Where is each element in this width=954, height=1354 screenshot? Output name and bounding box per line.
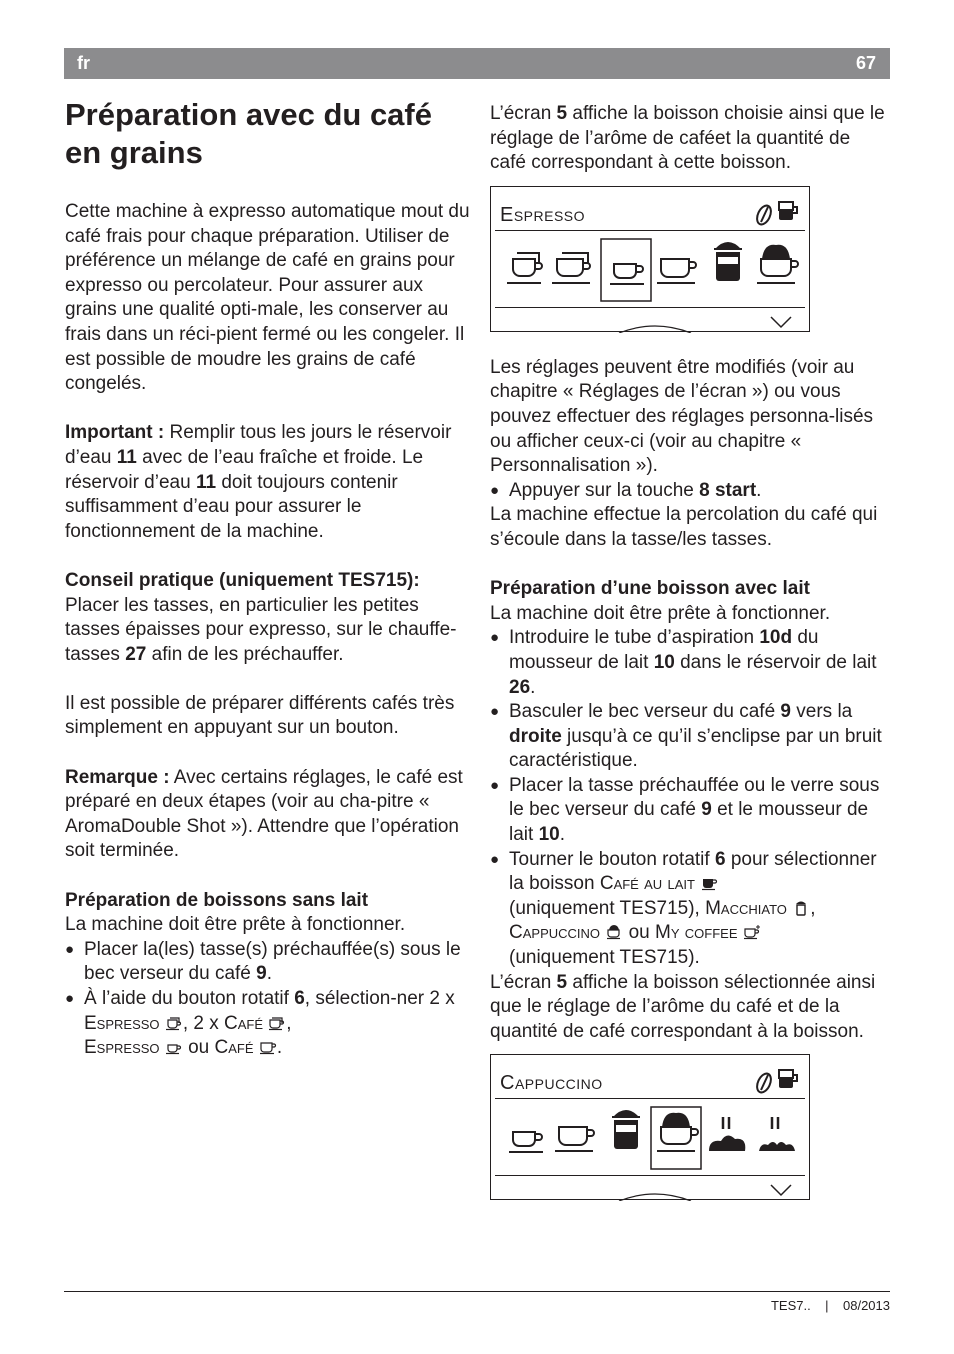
important-label: Important : [65,422,165,444]
double-cafe-icon [268,1015,286,1031]
milk-ready: La machine doit être prête à fonctionner. [490,602,831,624]
display-cappuccino [490,1054,810,1200]
espresso-icon [509,1132,543,1152]
page-number: 67 [855,53,876,73]
footer-model: TES7.. [770,1298,811,1313]
no-milk-ready: La machine doit être prête à fonctionner. [65,914,406,936]
macchiato-icon [714,242,742,281]
list-item: ● Introduire le tube d’aspiration 10d du mousseur de lait 10 dans le réservoir de lait 26. [490,626,888,700]
warm-milk-icon [759,1117,795,1151]
milk-froth-icon [709,1117,745,1151]
language-code: fr [77,53,90,73]
double-cafe-icon [552,253,590,283]
my-coffee-icon [743,924,761,940]
knob-arc [619,326,691,333]
buttons-paragraph: Il est possible de préparer différents cafés très simplement en appuyant sur un bouton. [65,692,455,739]
cafe-icon [657,259,696,283]
aroma-bean-icon [754,1072,773,1095]
chevron-down-icon [771,317,791,327]
list-item: ● Basculer le bec verseur du café 9 vers la droite jusqu’à ce qu’il s’enclipse par un bruit caractéristique. [490,700,888,774]
tip-label: Conseil pratique (uniquement TES715): [65,569,420,591]
display-title: Espresso [500,203,586,226]
footer [771,1298,890,1313]
cafe-icon [259,1039,277,1055]
display-icons [491,187,811,333]
cappuccino-icon [757,245,798,283]
page-title: Préparation avec du café en grains [65,97,432,170]
right-column [490,102,888,1224]
cappuccino-icon [605,924,623,940]
macchiato-icon [612,1110,640,1149]
list-item: ● Tourner le bouton rotatif 6 pour sélectionner la boisson Café au lait (uniquement TES715), Macchiato , Cappuccino ou My coffee (uniquement TES715). [490,848,888,971]
important-paragraph: Important : Remplir tous les jours le réservoir d’eau 11 avec de l’eau fraîche et froide. Le réservoir d’eau 11 doit toujours contenir suffisamment d’eau pour assurer le fonctionnement de la machine. [65,422,452,542]
quantity-cup-icon [779,1070,797,1088]
display-title: Cappuccino [500,1072,603,1095]
list-item: ● Appuyer sur la touche 8 start. [490,479,888,504]
intro-paragraph: Cette machine à expresso automatique mout du café frais pour chaque préparation. Utiliser de préférence un mélange de café en grains pour expresso ou percolateur. Pour assurer aux grains une qualité opti-male, les conserver au frais dans un réci-pient fermé ou les congeler. Il est possible de moudre les grains de café congelés. [65,201,470,395]
settings-paragraph: Les réglages peuvent être modifiés (voir au chapitre « Réglages de l’écran ») ou vous pouvez effectuer des réglages personna-lisés ou afficher ceux-ci (voir au chapitre « Personnalisation »). [490,356,874,477]
list-item: ● Placer la tasse préchauffée ou le verre sous le bec verseur du café 9 et le mousseur de lait 10. [490,774,888,848]
footer-separator: | [825,1298,829,1313]
knob-arc [619,1194,691,1201]
list-item: ● À l’aide du bouton rotatif 6, sélection-ner 2 x Espresso , 2 x Café , Espresso ou Café . [65,987,470,1061]
milk-heading: Préparation d’une boisson avec lait [490,578,810,600]
quantity-cup-icon [779,202,797,220]
note-paragraph: Remarque : Avec certains réglages, le café est préparé en deux étapes (voir au cha-pitre « AromaDouble Shot »). Attendre que l’opération soit terminée. [65,766,463,862]
left-column [65,200,470,1061]
note-label: Remarque : [65,766,170,788]
tip-paragraph: Conseil pratique (uniquement TES715): Placer les tasses, en particulier les petites tasses épaisses pour expresso, sur le chauffe-tasses 27 afin de les préchauffer. [65,569,470,667]
screen-intro: L’écran 5 affiche la boisson choisie ainsi que le réglage de l’arôme de caféet la quantité de café correspondant à cette boisson. [490,103,885,174]
display-icons [491,1055,811,1201]
list-item: ● Placer la(les) tasse(s) préchauffée(s) sous le bec verseur du café 9. [65,938,470,987]
display-espresso [490,186,810,332]
footer-divider [64,1291,890,1292]
cappuccino-icon [657,1113,698,1151]
espresso-icon [610,264,644,284]
header-bar [64,48,890,79]
chevron-down-icon [771,1185,791,1195]
aroma-bean-icon [754,203,773,226]
double-espresso-icon [165,1015,183,1031]
screen2-paragraph: L’écran 5 affiche la boisson sélectionnée ainsi que le réglage de l’arôme du café et de la quantité de café correspondant à la boisson. [490,971,876,1042]
macchiato-icon [792,900,810,916]
footer-date: 08/2013 [843,1298,890,1313]
espresso-icon [165,1039,183,1055]
cafe-au-lait-icon [700,875,718,891]
no-milk-heading: Préparation de boissons sans lait [65,889,369,911]
percolation-paragraph: La machine effectue la percolation du café qui s’écoule dans la tasse/les tasses. [490,504,878,550]
double-espresso-icon [507,253,542,283]
cafe-icon [555,1127,594,1151]
